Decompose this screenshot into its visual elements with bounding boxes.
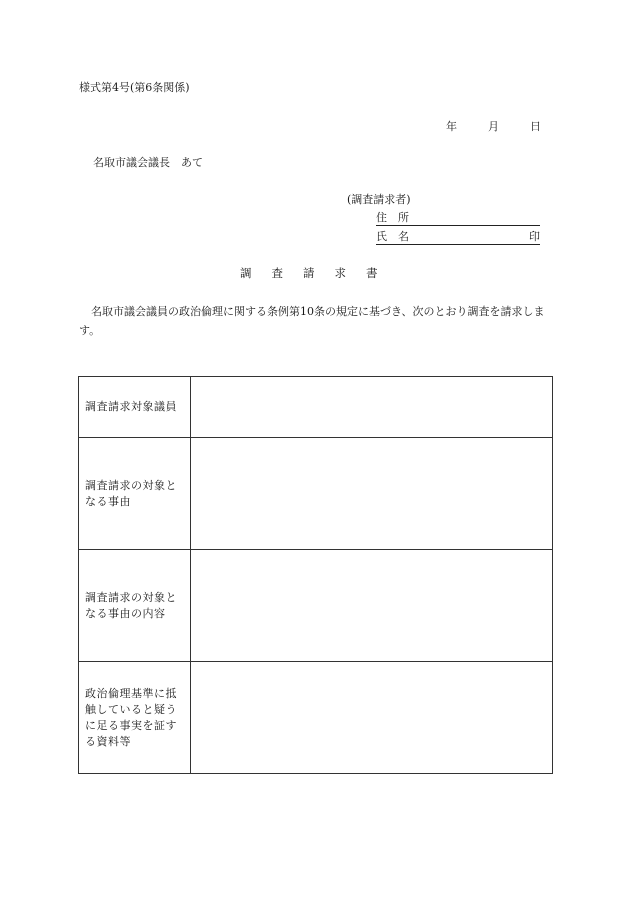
- row-value-cell[interactable]: [191, 377, 553, 438]
- row-value-cell[interactable]: [191, 550, 553, 662]
- row-value-cell[interactable]: [191, 662, 553, 774]
- name-field[interactable]: [376, 230, 540, 245]
- table-row: [79, 662, 553, 774]
- row-label: 政治倫理基準に抵触していると疑うに足る事実を証する資料等: [79, 662, 191, 774]
- seal-mark: 印: [529, 230, 540, 243]
- date-year: 年: [446, 120, 457, 133]
- date-line: [446, 120, 541, 134]
- requester-label: (調査請求者): [347, 193, 411, 206]
- address-label: 住 所: [376, 211, 409, 224]
- addressee: 名取市議会議長 あて: [93, 156, 203, 169]
- date-day: 日: [530, 120, 541, 133]
- address-field[interactable]: [376, 211, 540, 226]
- row-label: 調査請求の対象となる事由: [79, 438, 191, 550]
- document-body: 名取市議会議員の政治倫理に関する条例第10条の規定に基づき、次のとおり調査を請求します。: [79, 305, 545, 337]
- row-value-cell[interactable]: [191, 438, 553, 550]
- row-label: 調査請求の対象となる事由の内容: [79, 550, 191, 662]
- request-table: [78, 376, 553, 774]
- row-label: 調査請求対象議員: [79, 377, 191, 438]
- table-row: [79, 438, 553, 550]
- table-row: [79, 377, 553, 438]
- date-month: 月: [488, 120, 499, 133]
- document-title: 調査請求書: [240, 266, 398, 280]
- form-number: 様式第4号(第6条関係): [79, 81, 190, 94]
- name-label: 氏 名: [376, 230, 409, 243]
- table-row: [79, 550, 553, 662]
